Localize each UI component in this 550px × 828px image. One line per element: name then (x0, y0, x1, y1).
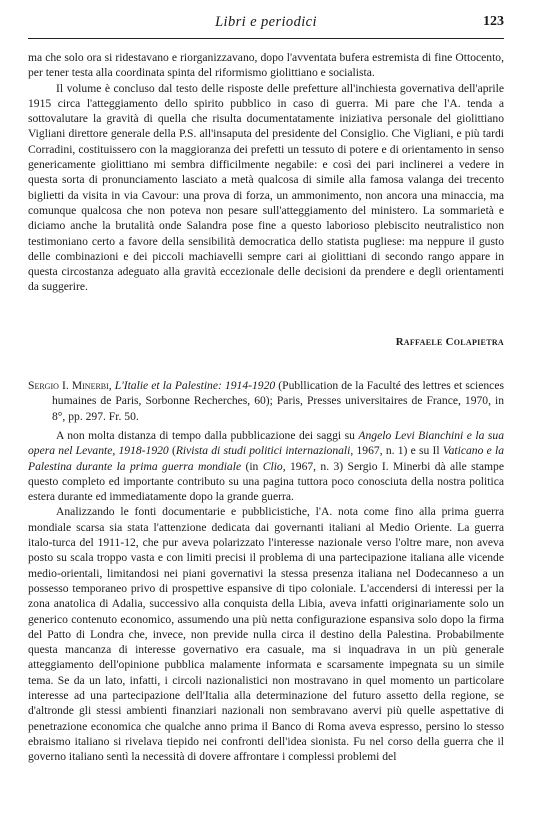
cited-title: Vaticano e la Palestina durante la prima guerra mondiale (28, 444, 505, 473)
text-run: (in (245, 459, 259, 473)
review-2-author: Sergio I. Minerbi, (28, 379, 112, 392)
review-1-body (28, 50, 504, 295)
text-run: ( (171, 444, 176, 458)
review-2-publication-details: (Publlication de la Faculté des lettres et sciences humaines de Paris, Sorbonne Recherches, 60); Paris, Presses universitaires de France, 1970, in 8°, pp. 297. Fr. 50. (52, 379, 504, 423)
cited-title: Angelo Levi Bianchini e la sua opera nel Levante, 1918-1920 (28, 429, 505, 458)
review-1-paragraph-continued: ma che solo ora si ridestavano e riorganizzavano, dopo l'avventata bufera estremista di fine Ottocento, per tener testa alla coordinata spinta del riformismo giolittiano e socialista. (28, 51, 504, 80)
cited-title: Rivista di studi politici internazionali (175, 444, 351, 458)
cited-title: Clio (262, 459, 283, 473)
review-2-paragraph-1 (28, 428, 504, 504)
running-title: Libri e periodici (215, 14, 317, 30)
text-run: A non molta distanza di tempo dalla pubblicazione dei saggi su (56, 429, 355, 442)
review-2-book-title: L'Italie et la Palestine: 1914-1920 (114, 379, 276, 392)
review-2-bibliographic-entry (28, 378, 504, 424)
header-rule (28, 38, 504, 39)
review-2-body (28, 428, 504, 765)
text-run: , 1967, n. 1) e su Il (350, 444, 440, 458)
text-run: , 1967, n. 3) Sergio I. Minerbi dà alle stampe questo completo ed importante contributo su una pagina tuttora poco conosciuta della nostra politica estera durante ed immediatamente dopo la grande guerra. (28, 459, 504, 504)
review-1-paragraph: Il volume è concluso dal testo delle risposte delle prefetture all'inchiesta governativa dell'aprile 1915 circa l'atteggiamento dello spirito pubblico in caso di guerra. Mi pare che l'A. tenda a sottovalutare la gravità di quella che risulta documentatamente iniziativa personale del giolittiano Vigliani direttore generale della P.S. all'insaputa del presidente del Consiglio. Che Vigliani, e più tardi Corradini, costituissero con la maggioranza dei prefetti un tessuto di potere e di orientamento in senso genericamente giolittiano mi sembra difficilmente negabile: e così dei pari inclinerei a vedere in questa sorta di pronunciamento lasciato a metà qualcosa di simile alla famosa valanga dei trecento biglietti da visita in via Cavour: una prova di forza, un ammonimento, non ancora una minaccia, ma comunque qualcosa che non poteva non pesare sull'atteggiamento del ministero. La sommarietà e diciamo anche la brutalità onde Salandra pose fine a questo laborioso plebiscito neutralistico non testimoniano certo a favore della sensibilità democratica dello statista pugliese: ma neppure il gusto delle combinazioni e dei piccoli machiavelli sempre cari ai giolittiani di secondo rango appare in questa circostanza adeguato alla gravità eccezionale delle decisioni da prendere e degli orientamenti da suggerire. (28, 81, 504, 294)
review-1-signature: Raffaele Colapietra (395, 336, 504, 348)
page-number: 123 (483, 14, 504, 29)
review-2-paragraph-2: Analizzando le fonti documentarie e pubblicistiche, l'A. nota come fino alla prima guerra mondiale scarsa sia stata l'attenzione dedicata dai governanti italiani al Medio Oriente. La guerra italo-turca del 1911-12, che pur aveva polarizzato l'interesse nazionale verso l'oltre mare, non aveva posto su scala troppo vasta e con limiti precisi il problema di una partecipazione italiana alle vicende medio-orientali, limitandosi nei piani governativi la stessa presenza italiana nel Dodecanneso a un possesso temporaneo privo di prospettive espansive di tipo coloniale. L'accendersi di interessi per la zona anatolica di Adalia, successivo alla conquista della Libia, aveva infatti originariamente solo un generico contenuto economico, assumendo una più netta configurazione espansiva solo dopo la firma del Patto di Londra che, invece, non previde nulla circa il destino della Palestina. Probabilmente questa mancanza di interesse governativo era casuale, ma si inquadrava in un più generale atteggiamento dell'opinione pubblica malamente informata e scarsamente impegnata su un simile tema. Se da un lato, infatti, i circoli nazionalistici non mostravano in quel momento un particolare interesse ad una partecipazione dell'Italia alla determinazione del futuro assetto della regione, se d'altronde gli stessi ambienti finanziari nazionali non sembravano avervi più quelle aspettative di penetrazione economica che qualche anno prima il Banco di Roma aveva espresso, persino lo stesso ebraismo italiano si rivelava tiepido nei confronti dell'idea sionista. Fu nel corso della guerra che il governo italiano sentì la necessità di dovere affrontare i complessi problemi del (28, 505, 504, 764)
running-header (28, 14, 504, 36)
bibliographic-citation (28, 378, 504, 424)
